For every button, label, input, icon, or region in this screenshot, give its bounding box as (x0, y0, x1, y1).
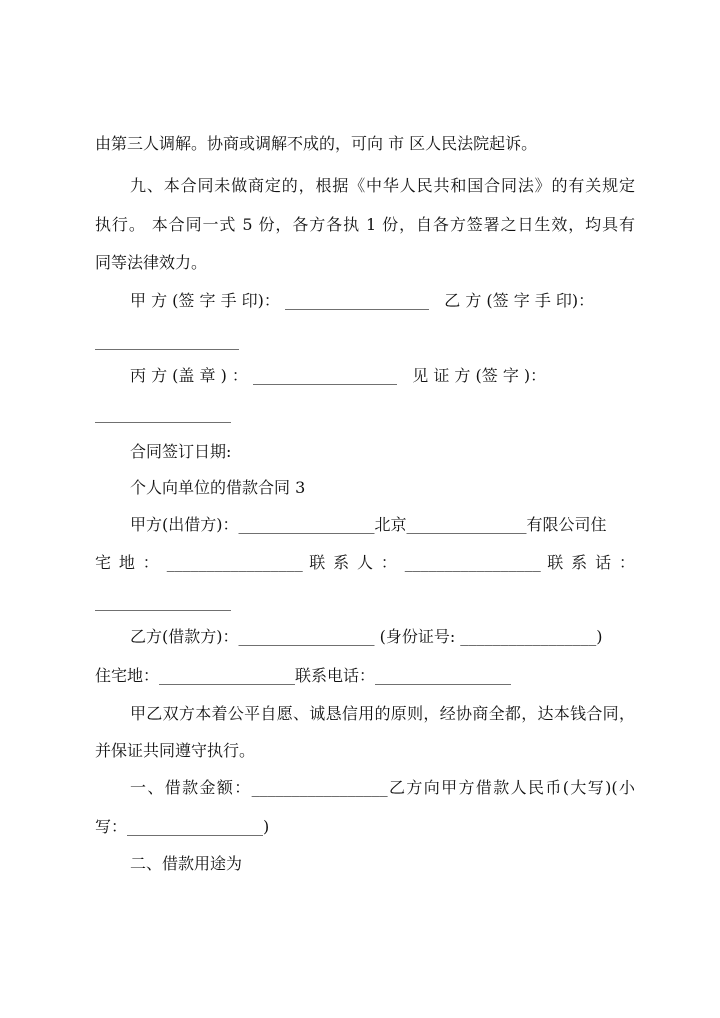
lender-phone-blank: _________________ (95, 592, 231, 611)
lender-line: 甲方(出借方)：_________________北京_______________有限公司住 (130, 515, 607, 534)
signature-line-party-a: 甲 方 (签 字 手 印)： __________________ 乙 方 (签 字 手 印)： (130, 291, 595, 310)
signature-line-party-c: 丙 方 (盖 章 ) ： __________________ 见 证 方 (签 字 )： (130, 366, 547, 385)
borrower-line: 乙方(借款方)：_________________ (身份证号: _________________) (130, 627, 603, 646)
text-line: 九、本合同未做商定的，根据《中华人民共和国合同法》的有关规定 (130, 176, 635, 195)
text-line: 甲乙双方本着公平自愿、诚恳信用的原则，经协商全都，达本钱合同， (130, 704, 635, 723)
text-line: 并保证共同遵守执行。 (95, 741, 256, 760)
text-line: 同等法律效力。 (95, 253, 208, 272)
lender-address-line: 宅 地 ： _________________ 联 系 人 ： _________________ 联 系 话 ： (95, 553, 635, 572)
text-line: 执行。 本合同一式 5 份，各方各执 1 份，自各方签署之日生效，均具有 (95, 215, 635, 234)
borrower-address-line: 住宅地：_________________联系电话：_________________ (95, 666, 512, 685)
signing-date-label: 合同签订日期: (130, 442, 232, 461)
signature-blank: _________________ (95, 404, 231, 423)
loan-amount-line: 一、借款金额：_________________乙方向甲方借款人民币(大写)(小 (130, 778, 635, 797)
signature-blank: __________________ (95, 331, 239, 350)
loan-amount-lower-line: 写：_________________) (95, 817, 270, 836)
loan-purpose-heading: 二、借款用途为 (130, 854, 243, 873)
text-line: 由第三人调解。协商或调解不成的，可向 市 区人民法院起诉。 (95, 134, 538, 153)
contract-title: 个人向单位的借款合同 3 (130, 478, 306, 497)
